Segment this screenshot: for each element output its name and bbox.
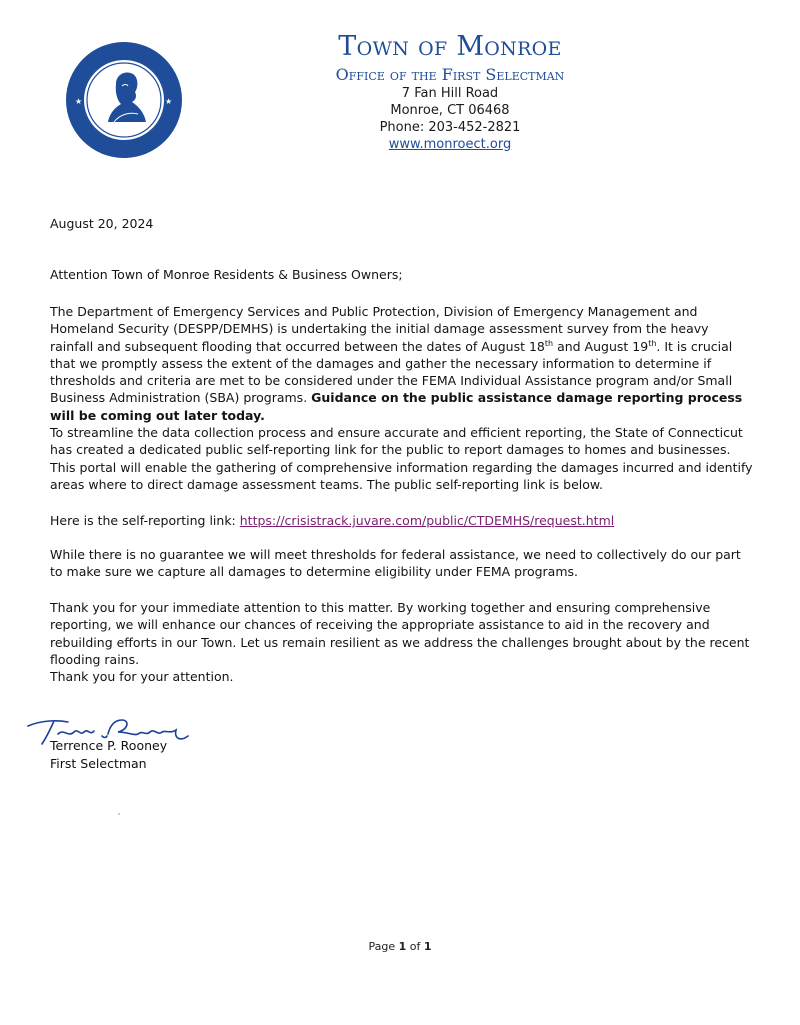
page-total: 1 bbox=[423, 940, 432, 953]
guidance-note: Guidance on the public assistance damage reporting process will be coming out later today. bbox=[50, 390, 743, 423]
paragraph-2: To streamline the data collection process and ensure accurate and efficient reporting, the State of Connecticut has created a dedicated public self-reporting link for the public to report damages to homes and businesses. This portal will enable the gathering of comprehensive information regarding the damages incurred and identify areas where to direct damage assessment teams. The public self-reporting link is below. bbox=[50, 425, 753, 492]
self-reporting-link[interactable]: https://crisistrack.juvare.com/public/CTDEMHS/request.html bbox=[239, 513, 615, 528]
closing: Thank you for your attention. bbox=[50, 669, 234, 684]
phone-number: Phone: 203-452-2821 bbox=[379, 120, 521, 135]
page-footer: Page 1 of 1 bbox=[368, 940, 432, 953]
letterhead bbox=[250, 30, 650, 153]
letter-date: August 20, 2024 bbox=[50, 216, 154, 231]
city-state-zip: Monroe, CT 06468 bbox=[390, 103, 510, 118]
paragraph-1: The Department of Emergency Services and Public Protection, Division of Emergency Management and Homeland Security (DESPP/DEMHS) is undertaking the initial damage assessment survey from the heavy rainfall and subsequent flooding that occurred between the dates of August 18th and August 19th. It is crucial that we promptly assess the extent of the damages and gather the necessary information to determine if thresholds and criteria are met to be considered under the FEMA Individual Assistance program and/or Small Business Administration (SBA) programs. Guidance on the public assistance damage reporting process will be coming out later today. bbox=[50, 304, 743, 423]
town-seal-icon bbox=[64, 40, 184, 160]
signer-name: Terrence P. Rooney bbox=[50, 738, 168, 753]
svg-text:★: ★ bbox=[75, 97, 83, 106]
salutation: Attention Town of Monroe Residents & Business Owners; bbox=[50, 267, 403, 282]
svg-text:★: ★ bbox=[165, 97, 173, 106]
signer-title: First Selectman bbox=[50, 756, 147, 771]
town-name: Town of Monroe bbox=[338, 31, 562, 62]
website-link[interactable]: www.monroect.org bbox=[388, 137, 512, 152]
paragraph-4: Thank you for your immediate attention to this matter. By working together and ensuring comprehensive reporting, we will enhance our chances of receiving the appropriate assistance to aid in the recovery and rebuilding efforts in our Town. Let us remain resilient as we address the challenges brought about by the recent flooding rains. bbox=[50, 600, 750, 667]
link-paragraph: Here is the self-reporting link: https://crisistrack.juvare.com/public/CTDEMHS/request.html bbox=[50, 513, 615, 528]
office-title: Office of the First Selectman bbox=[335, 65, 565, 84]
page-number: 1 bbox=[398, 940, 407, 953]
street-address: 7 Fan Hill Road bbox=[401, 86, 499, 101]
paragraph-3: While there is no guarantee we will meet thresholds for federal assistance, we need to collectively do our part to make sure we capture all damages to determine eligibility under FEMA programs. bbox=[50, 547, 741, 580]
scan-speck bbox=[118, 813, 120, 815]
